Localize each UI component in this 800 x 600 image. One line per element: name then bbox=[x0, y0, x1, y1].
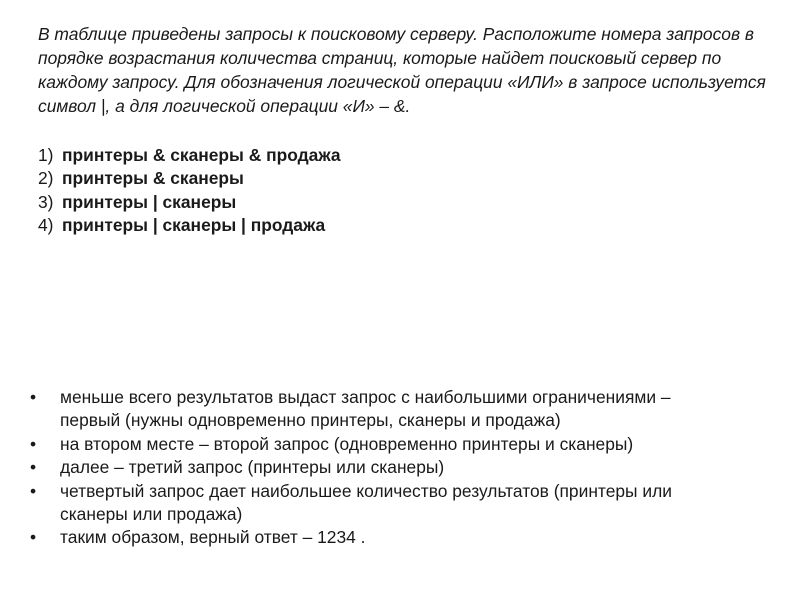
query-number: 3) bbox=[38, 191, 54, 212]
bullet-icon: • bbox=[30, 387, 37, 407]
query-text: принтеры | сканеры | продажа bbox=[62, 215, 326, 236]
query-text: принтеры & сканеры bbox=[62, 168, 244, 189]
bullet-icon: • bbox=[30, 457, 37, 478]
answer-item bbox=[28, 386, 728, 433]
answer-item bbox=[28, 480, 728, 527]
query-item bbox=[38, 167, 341, 190]
bullet-icon: • bbox=[30, 480, 37, 501]
answer-item-text: далее – третий запрос (принтеры или сканеры) bbox=[60, 457, 445, 478]
query-item bbox=[38, 214, 341, 237]
query-list bbox=[38, 144, 341, 238]
query-text: принтеры & сканеры & продажа bbox=[62, 145, 341, 165]
bullet-icon: • bbox=[30, 433, 37, 454]
answer-final: таким образом, верный ответ – 1234 . bbox=[60, 527, 366, 548]
answer-item-text: на втором месте – второй запрос (одновременно принтеры и сканеры) bbox=[60, 433, 634, 454]
task-statement: В таблице приведены запросы к поисковому серверу. Расположите номера запросов в порядке возрастания количества страниц, которые найдет поисковый сервер по каждому запросу. Для обозначения логической операции «ИЛИ» в запросе используется символ |, а для логической операции «И» – &. bbox=[38, 24, 766, 116]
query-item bbox=[38, 191, 341, 214]
query-number: 1) bbox=[38, 145, 54, 165]
answer-item bbox=[28, 456, 728, 479]
answer-item bbox=[28, 526, 728, 549]
answer-explanation-list bbox=[28, 386, 728, 550]
query-number: 2) bbox=[38, 168, 54, 189]
answer-item bbox=[28, 433, 728, 456]
answer-item-text: четвертый запрос дает наибольшее количество результатов (принтеры или сканеры или продажа) bbox=[60, 480, 672, 525]
query-number: 4) bbox=[38, 215, 54, 236]
query-item bbox=[38, 144, 341, 167]
answer-item-text: меньше всего результатов выдаст запрос с наибольшими ограничениями – первый (нужны одновременно принтеры, сканеры и продажа) bbox=[60, 387, 671, 431]
query-text: принтеры | сканеры bbox=[62, 191, 237, 212]
bullet-icon: • bbox=[30, 527, 37, 548]
